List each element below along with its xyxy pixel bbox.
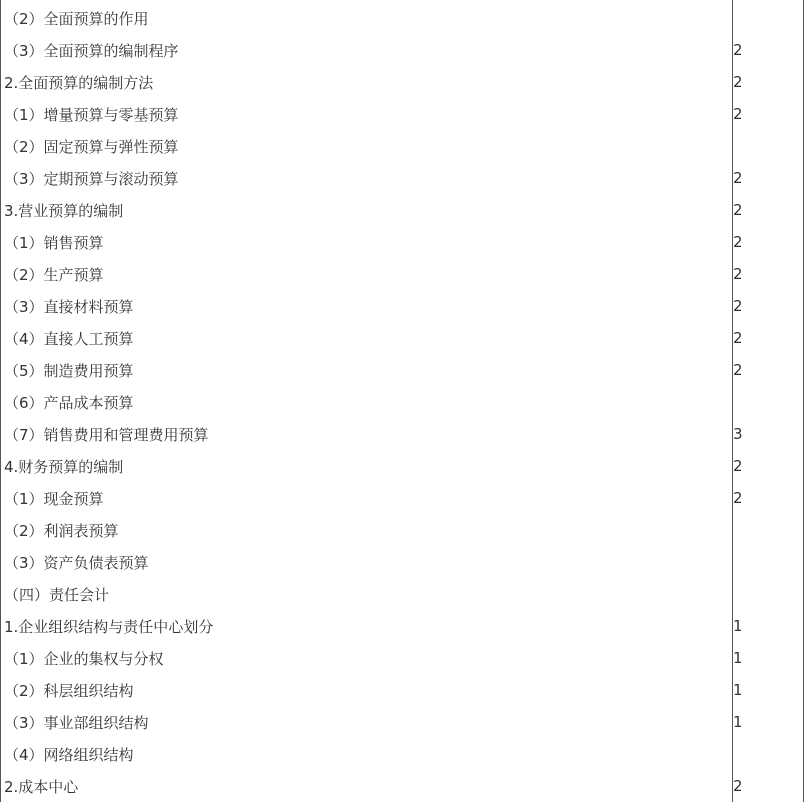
level-cell: 2: [733, 41, 743, 59]
table-row: [0, 258, 807, 290]
level-cell: 2: [733, 73, 743, 91]
table-row: [0, 34, 807, 66]
table-row: [0, 386, 807, 418]
table-row: [0, 610, 807, 642]
level-cell: 1: [733, 681, 743, 699]
topic-cell: （1）现金预算: [4, 489, 104, 508]
table-row: [0, 546, 807, 578]
topic-cell: （7）销售费用和管理费用预算: [4, 425, 209, 444]
topic-cell: （2）科层组织结构: [4, 681, 134, 700]
level-cell: 1: [733, 617, 743, 635]
topic-cell: （4）直接人工预算: [4, 329, 134, 348]
level-cell: 2: [733, 329, 743, 347]
level-cell: 3: [733, 425, 743, 443]
table-row: [0, 578, 807, 610]
table-row: [0, 706, 807, 738]
topic-cell: （1）增量预算与零基预算: [4, 105, 179, 124]
topic-cell: 3.营业预算的编制: [4, 201, 124, 220]
level-cell: 2: [733, 233, 743, 251]
topic-cell: （6）产品成本预算: [4, 393, 134, 412]
topic-cell: （5）制造费用预算: [4, 361, 134, 380]
table-row: [0, 226, 807, 258]
level-cell: 2: [733, 297, 743, 315]
topic-cell: 2.全面预算的编制方法: [4, 73, 154, 92]
table-row: [0, 770, 807, 802]
table-row: [0, 418, 807, 450]
table-row: [0, 130, 807, 162]
topic-cell: （1）企业的集权与分权: [4, 649, 164, 668]
level-cell: 2: [733, 169, 743, 187]
level-cell: 1: [733, 649, 743, 667]
topic-cell: 2.成本中心: [4, 777, 79, 796]
topic-cell: （3）事业部组织结构: [4, 713, 149, 732]
level-cell: 2: [733, 457, 743, 475]
topic-cell: （四）责任会计: [4, 585, 110, 604]
table-row: [0, 98, 807, 130]
topic-cell: （3）全面预算的编制程序: [4, 41, 179, 60]
topic-cell: （2）利润表预算: [4, 521, 119, 540]
topic-cell: 1.企业组织结构与责任中心划分: [4, 617, 214, 636]
topic-cell: （2）固定预算与弹性预算: [4, 137, 179, 156]
level-cell: 2: [733, 489, 743, 507]
level-cell: 2: [733, 777, 743, 795]
table-row: [0, 482, 807, 514]
topic-cell: （3）定期预算与滚动预算: [4, 169, 179, 188]
level-cell: 2: [733, 201, 743, 219]
table-row: [0, 738, 807, 770]
level-cell: 2: [733, 361, 743, 379]
topic-cell: （3）资产负债表预算: [4, 553, 149, 572]
table-row: [0, 354, 807, 386]
topic-cell: （3）直接材料预算: [4, 297, 134, 316]
table-row: [0, 66, 807, 98]
topic-cell: （4）网络组织结构: [4, 745, 134, 764]
level-cell: 2: [733, 265, 743, 283]
table-row: [0, 514, 807, 546]
topic-cell: （1）销售预算: [4, 233, 104, 252]
table-row: [0, 2, 807, 34]
table-row: [0, 162, 807, 194]
table-body: [0, 2, 807, 802]
level-cell: 2: [733, 105, 743, 123]
table-row: [0, 450, 807, 482]
table-row: [0, 290, 807, 322]
level-cell: 1: [733, 713, 743, 731]
table-row: [0, 194, 807, 226]
topic-cell: （2）全面预算的作用: [4, 9, 149, 28]
topic-cell: 4.财务预算的编制: [4, 457, 124, 476]
topic-cell: （2）生产预算: [4, 265, 104, 284]
table-row: [0, 642, 807, 674]
table-row: [0, 322, 807, 354]
table-row: [0, 674, 807, 706]
